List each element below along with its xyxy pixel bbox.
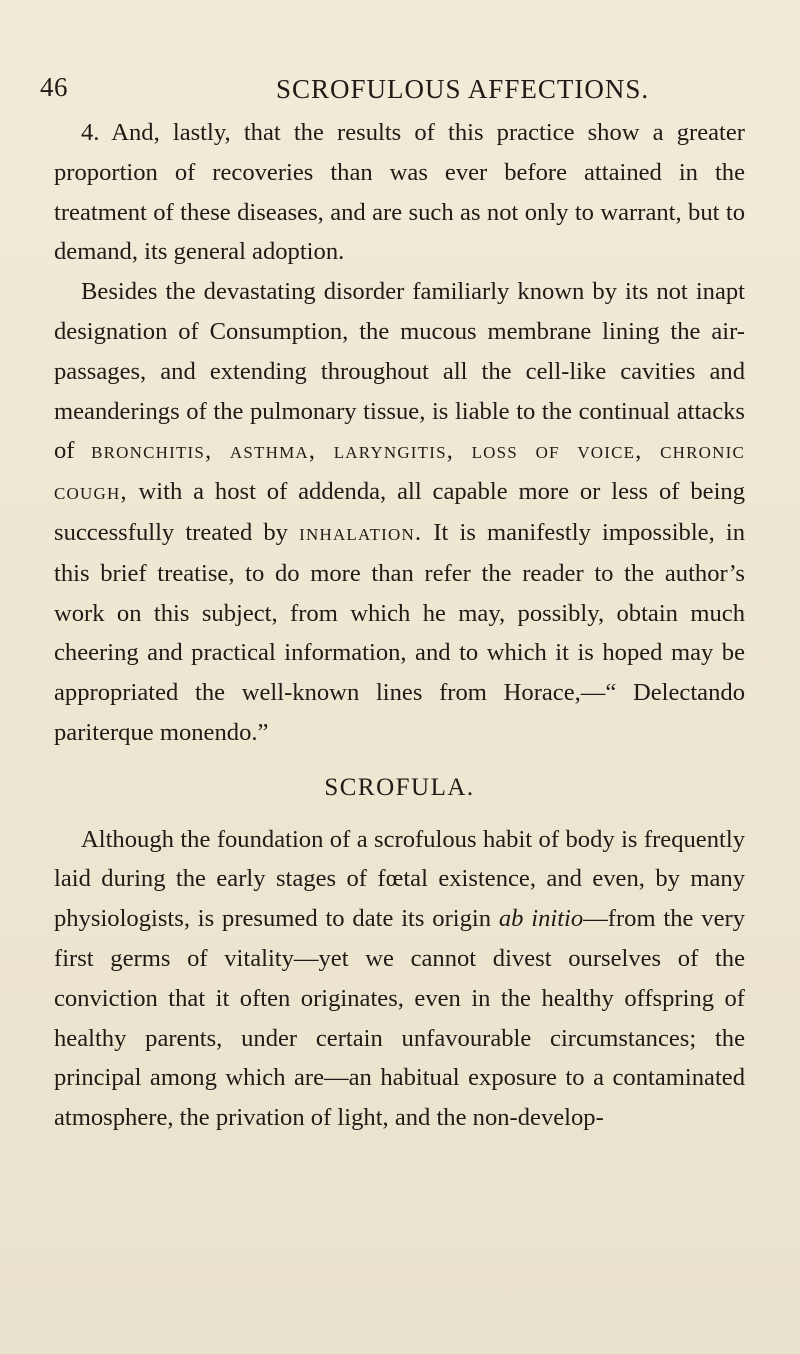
paragraph-scrofula-text-1: Although the foundation of a scrofulous habit of body is frequently laid during the early stages of fœtal existence, and even, by many physiologists, is presumed to date its origin <box>54 825 745 933</box>
paragraph-scrofula-text-2: —from the very first germs of vitality—yet we cannot divest ourselves of the conviction that it often originates, even in the healthy offspring of healthy parents, under certain unfavourable circumstances; the principal among which are—an habitual exposure to a contaminated atmosphere, the privation of light, and the non-develop- <box>54 905 745 1132</box>
body-text <box>54 113 745 1138</box>
latin-phrase: ab initio <box>498 905 584 933</box>
paragraph-scrofula <box>54 820 745 1138</box>
section-heading-scrofula: SCROFULA. <box>324 773 475 801</box>
paragraph-inhalation-text-3: It is manifestly impossible, in this brief treatise, to do more than refer the reader to the author’s work on this subject, from which he may, possibly, obtain much cheering and practical information, and to which it is hoped may be appropriated the well-known lines from Horace,—“ Delectando pariterque monendo.” <box>54 518 745 746</box>
running-title: SCROFULOUS AFFECTIONS. <box>276 74 650 104</box>
paragraph-inhalation-text-1: Besides the devastating disorder familiarly known by its not inapt designation of Consumption, the mucous membrane lining the air-passages, and extending throughout all the cell-like cavities and meanderings of the pulmonary tissue, is liable to the continual attacks of <box>54 278 745 465</box>
disease-list-smallcaps: bronchitis, asthma, laryngitis, loss of voice, chronic cough, <box>54 438 745 506</box>
paragraph-inhalation <box>54 272 745 753</box>
running-head <box>40 72 770 112</box>
inhalation-smallcaps: inhalation. <box>299 519 423 546</box>
paragraph-conclusion <box>54 113 745 272</box>
paragraph-inhalation-text-2: with a host of addenda, all capable more or less of being successfully treated by <box>54 478 745 546</box>
page-number: 46 <box>40 72 68 102</box>
paragraph-conclusion-text: 4. And, lastly, that the results of this practice show a greater proportion of recoveries than was ever before attained in the treatment of these diseases, and are such as not only to warrant, but to demand, its general adoption. <box>54 119 745 266</box>
